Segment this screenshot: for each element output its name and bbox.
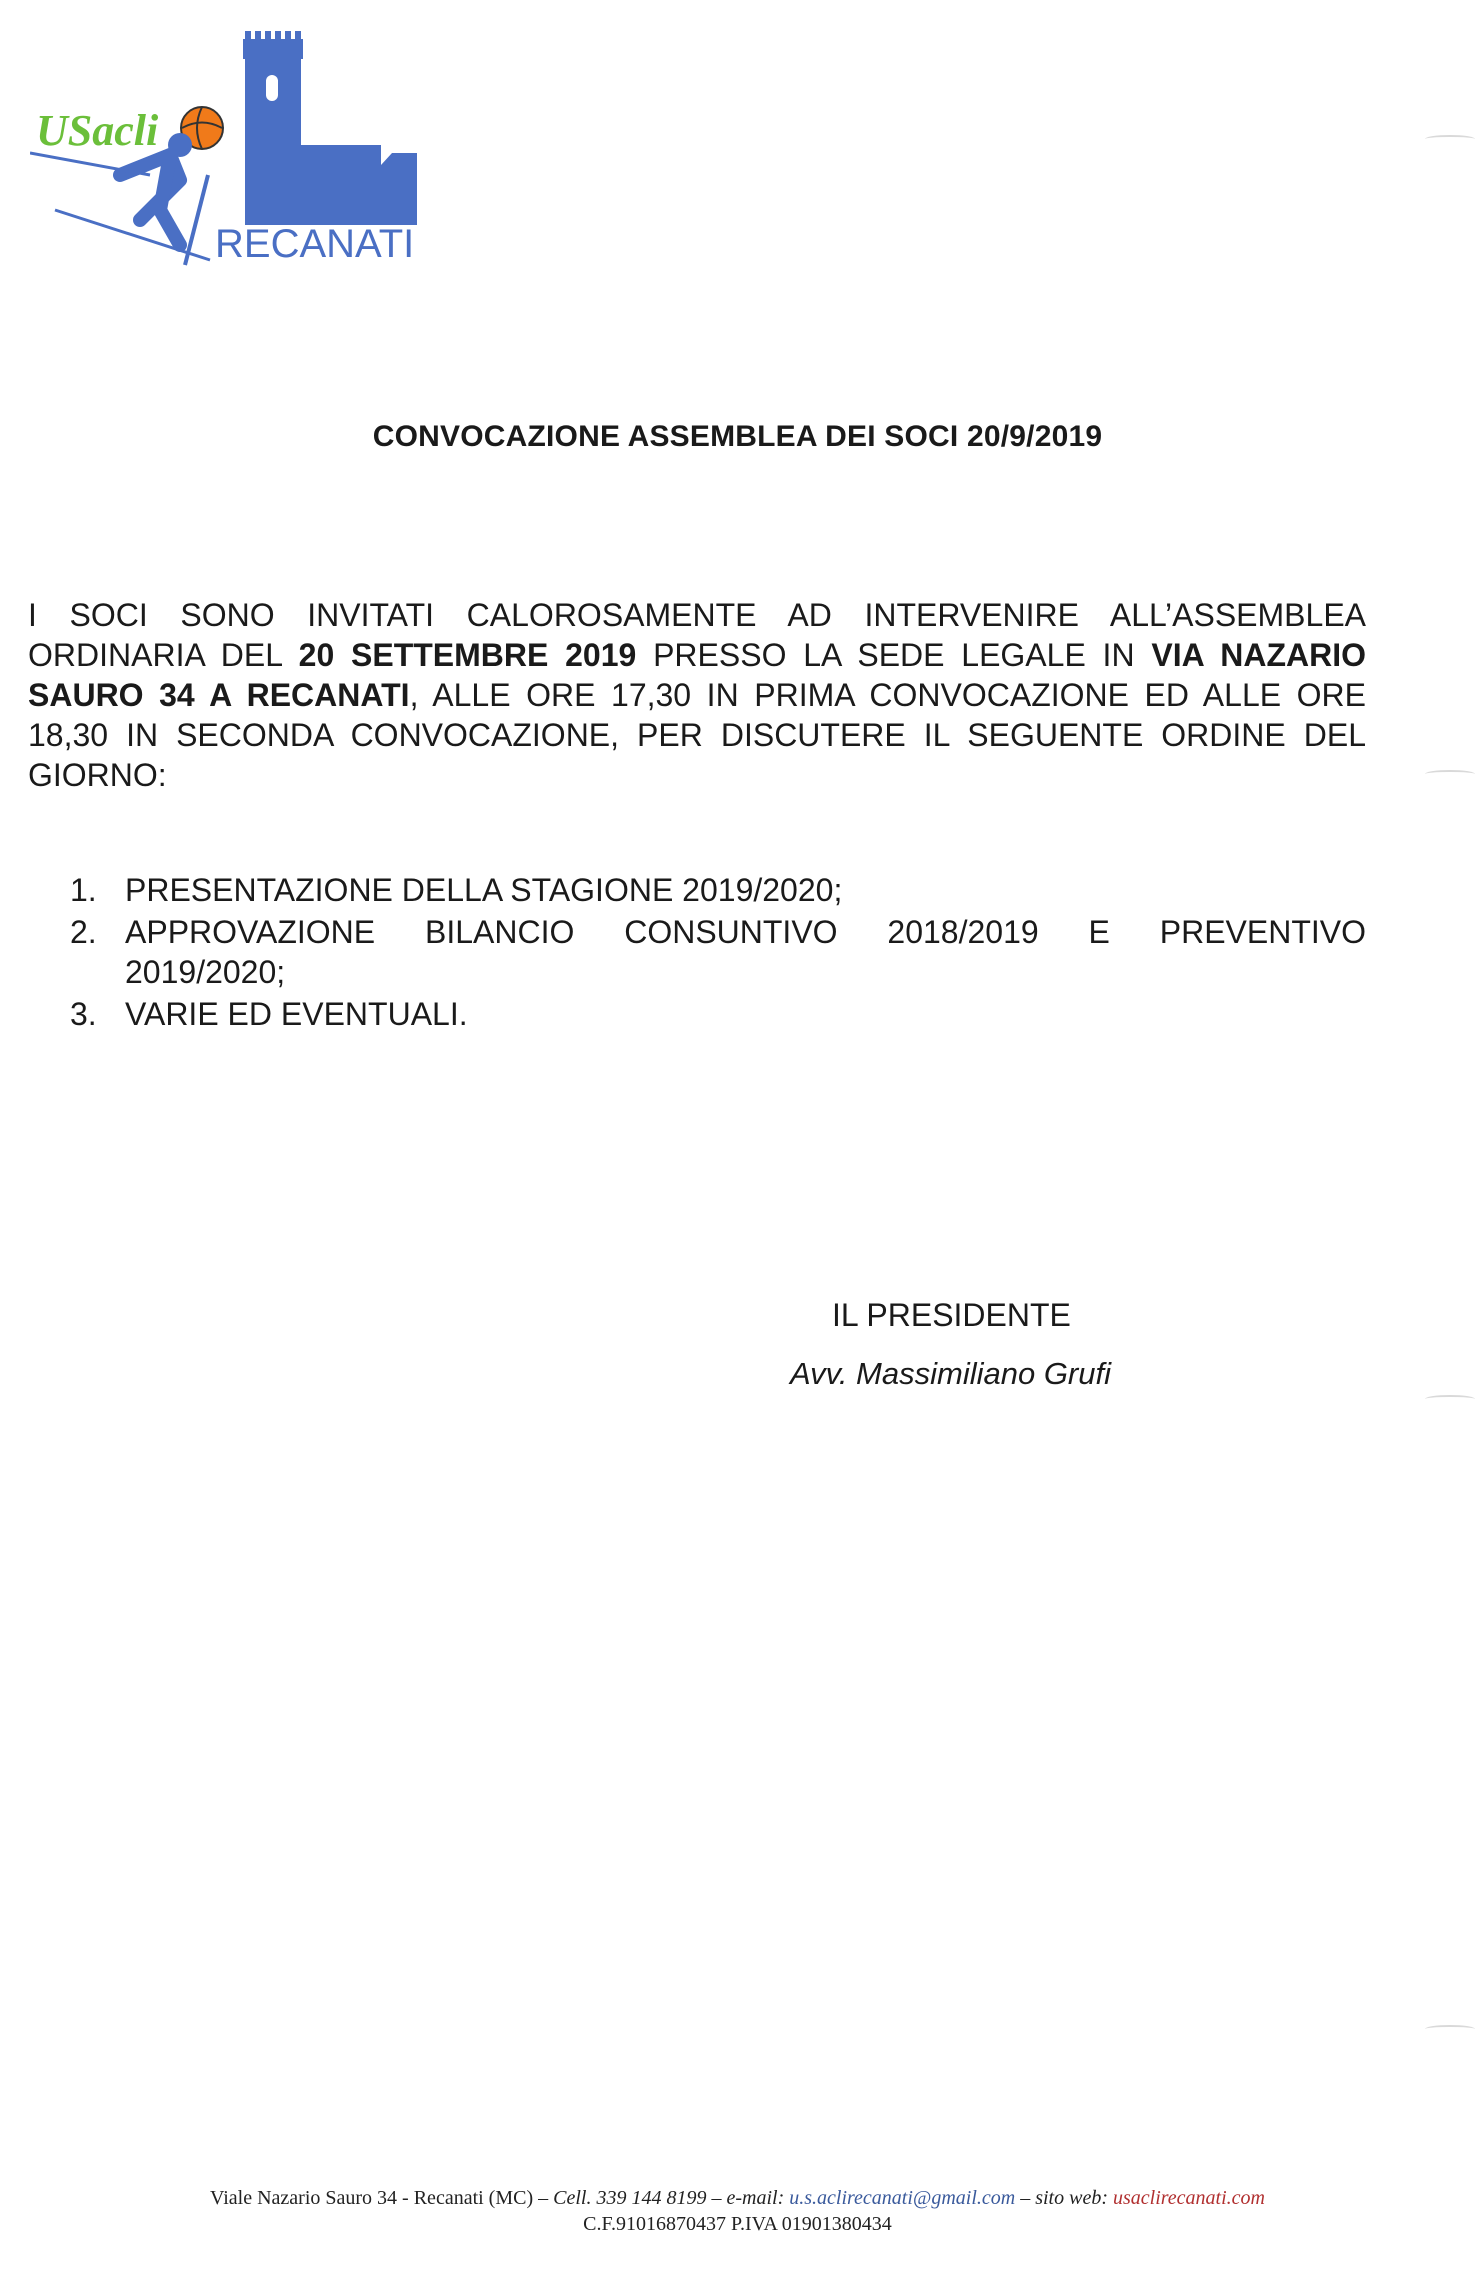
signature-name: Avv. Massimiliano Grufi xyxy=(790,1356,1111,1391)
footer-separator: – xyxy=(1015,2187,1036,2209)
footer-web-label: sito web: xyxy=(1035,2187,1108,2209)
footer-website-link[interactable]: usaclirecanati.com xyxy=(1112,2187,1265,2209)
footer xyxy=(0,2185,1475,2237)
footer-address: Viale Nazario Sauro 34 - Recanati (MC) xyxy=(210,2187,534,2209)
intro-text-1: I SOCI SONO INVITATI CALOROSAMENTE AD INTERVENIRE ALL’ASSEMBLEA ORDINARIA DEL xyxy=(28,597,1366,673)
intro-text-3: , ALLE ORE 17,30 IN PRIMA CONVOCAZIONE ED ALLE ORE 18,30 IN SECONDA CONVOCAZIONE, PER DISCUTERE IL SEGUENTE ORDINE DEL GIORNO: xyxy=(28,677,1367,793)
agenda-item-text xyxy=(125,912,1366,992)
document-title: CONVOCAZIONE ASSEMBLEA DEI SOCI 20/9/2019 xyxy=(372,420,1103,453)
agenda-item xyxy=(70,870,1366,910)
footer-email-link[interactable]: u.s.aclirecanati@gmail.com xyxy=(789,2187,1016,2209)
footer-separator: – xyxy=(533,2187,554,2209)
meeting-date: 20 SETTEMBRE 2019 xyxy=(298,637,637,673)
agenda-item-text: PRESENTAZIONE DELLA STAGIONE 2019/2020; xyxy=(125,872,843,908)
footer-cell-label: Cell. xyxy=(553,2187,592,2209)
agenda-list xyxy=(70,870,1366,1036)
scan-edge-mark xyxy=(1425,1395,1475,1403)
svg-text:USacli: USacli xyxy=(36,106,159,155)
agenda-item xyxy=(70,994,1366,1034)
agenda-item-text: VARIE ED EVENTUALI. xyxy=(125,996,468,1032)
svg-text:RECANATI: RECANATI xyxy=(215,222,415,266)
footer-separator: – xyxy=(706,2187,727,2209)
intro-paragraph xyxy=(28,595,1366,795)
footer-cell-value: 339 144 8199 xyxy=(596,2187,707,2209)
signature-title: IL PRESIDENTE xyxy=(832,1297,1071,1333)
agenda-item-number: 3. xyxy=(70,996,97,1032)
footer-email-label: e-mail: xyxy=(726,2187,785,2209)
scan-edge-mark xyxy=(1425,2025,1475,2033)
agenda-item xyxy=(70,912,1366,992)
agenda-item-text-line-2: 2019/2020; xyxy=(125,954,286,990)
agenda-item-number: 1. xyxy=(70,872,97,908)
agenda-item-text-line-1: APPROVAZIONE BILANCIO CONSUNTIVO 2018/2019 E PREVENTIVO xyxy=(125,914,1366,950)
intro-text-2: PRESSO LA SEDE LEGALE IN xyxy=(636,637,1152,673)
footer-fiscal-codes: C.F.91016870437 P.IVA 01901380434 xyxy=(583,2213,892,2235)
scan-edge-mark xyxy=(1425,135,1475,143)
scan-edge-mark xyxy=(1425,770,1475,778)
meeting-address: VIA NAZARIO SAURO 34 A RECANATI xyxy=(28,637,1367,713)
usacli-recanati-logo xyxy=(30,25,430,270)
agenda-item-number: 2. xyxy=(70,914,97,950)
footer-contact-line xyxy=(0,2185,1475,2211)
